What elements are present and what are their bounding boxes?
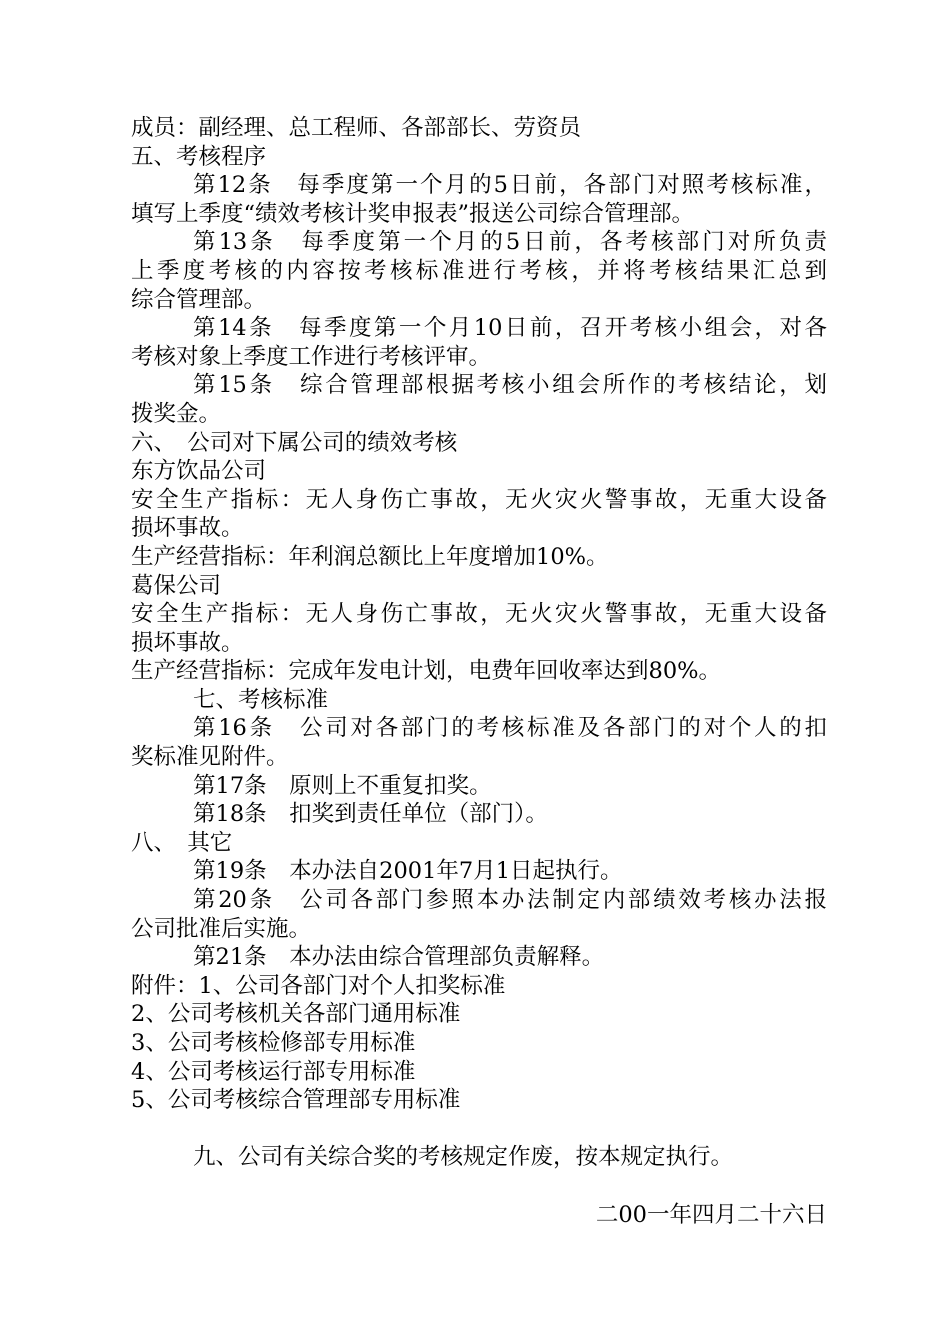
document-page (131, 114, 827, 1229)
article-20: 第20条 公司各部门参照本办法制定内部绩效考核办法报 (193, 887, 827, 914)
document-date: 二00一年四月二十六日 (595, 1201, 827, 1228)
safety-indicator: 安全生产指标：无人身伤亡事故，无火灾火警事故，无重大设备 (131, 486, 827, 513)
article-14: 第14条 每季度第一个月10日前，召开考核小组会，对各 (193, 315, 827, 342)
article-13-cont: 上季度考核的内容按考核标准进行考核，并将考核结果汇总到 (131, 257, 827, 284)
article-13-end: 综合管理部。 (131, 286, 267, 313)
safety-indicator-cont: 损坏事故。 (131, 515, 244, 542)
article-19: 第19条 本办法自2001年7月1日起执行。 (193, 858, 623, 885)
production-indicator: 生产经营指标：完成年发电计划，电费年回收率达到80%。 (131, 658, 722, 685)
attachment-item: 附件：1、公司各部门对个人扣奖标准 (131, 972, 506, 999)
article-13: 第13条 每季度第一个月的5日前，各考核部门对所负责 (193, 229, 827, 256)
article-12: 第12条 每季度第一个月的5日前，各部门对照考核标准， (193, 172, 827, 199)
spacer (131, 1172, 827, 1201)
article-15-cont: 拨奖金。 (131, 400, 222, 427)
attachment-item: 4、公司考核运行部专用标准 (131, 1058, 416, 1085)
attachment-item: 3、公司考核检修部专用标准 (131, 1030, 416, 1056)
article-20-cont: 公司批准后实施。 (131, 915, 312, 942)
company-name: 葛保公司 (131, 572, 222, 599)
article-14-cont: 考核对象上季度工作进行考核评审。 (131, 343, 492, 370)
company-name: 东方饮品公司 (131, 458, 267, 485)
members-line: 成员：副经理、总工程师、各部部长、劳资员 (131, 115, 582, 141)
section-heading: 六、 公司对下属公司的绩效考核 (131, 429, 458, 456)
safety-indicator: 安全生产指标：无人身伤亡事故，无火灾火警事故，无重大设备 (131, 601, 827, 628)
section-heading: 七、考核标准 (193, 686, 329, 713)
attachment-item: 5、公司考核综合管理部专用标准 (131, 1087, 461, 1114)
article-17: 第17条 原则上不重复扣奖。 (193, 772, 492, 799)
article-16-cont: 奖标准见附件。 (131, 744, 289, 771)
article-16: 第16条 公司对各部门的考核标准及各部门的对个人的扣 (193, 715, 827, 742)
article-18: 第18条 扣奖到责任单位（部门）。 (193, 801, 548, 828)
closing-statement: 九、公司有关综合奖的考核规定作废，按本规定执行。 (193, 1144, 734, 1171)
safety-indicator-cont: 损坏事故。 (131, 629, 244, 656)
production-indicator: 生产经营指标：年利润总额比上年度增加10%。 (131, 543, 609, 570)
section-heading: 八、 其它 (131, 829, 233, 856)
article-15: 第15条 综合管理部根据考核小组会所作的考核结论，划 (193, 372, 827, 399)
article-21: 第21条 本办法由综合管理部负责解释。 (193, 944, 605, 971)
attachment-item: 2、公司考核机关各部门通用标准 (131, 1001, 461, 1028)
section-heading: 五、考核程序 (131, 143, 267, 170)
spacer (131, 1115, 827, 1144)
article-12-cont: 填写上季度“绩效考核计奖申报表”报送公司综合管理部。 (131, 200, 695, 227)
